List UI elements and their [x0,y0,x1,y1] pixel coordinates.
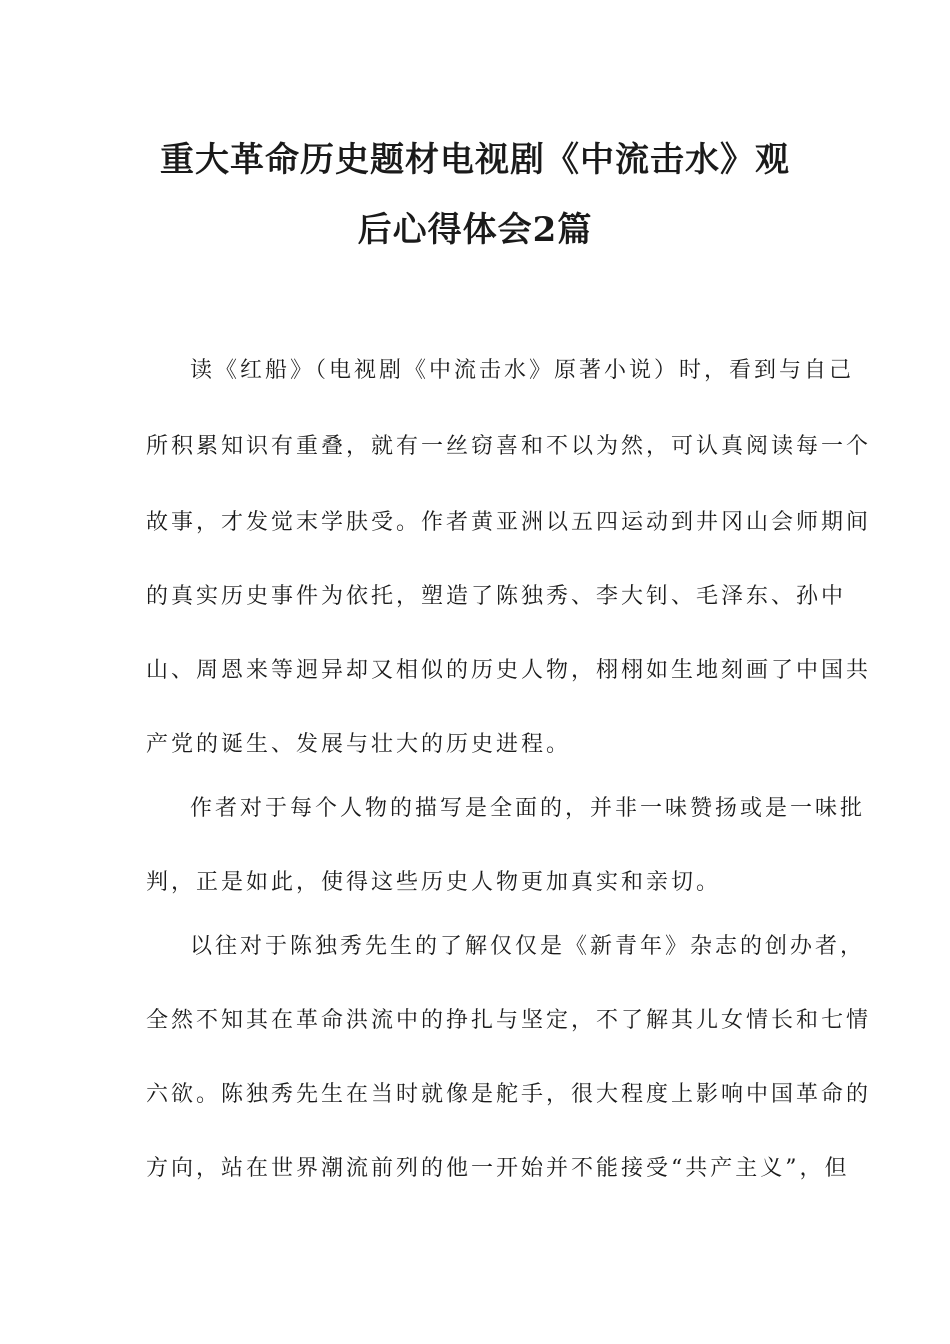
paragraph-3-line-1: 以往对于陈独秀先生的了解仅仅是《新青年》杂志的创办者， [190,934,866,959]
paragraph-1-line-3: 故事，才发觉末学肤受。作者黄亚洲以五四运动到井冈山会师期间 [146,510,872,535]
document-title-line-2: 后心得体会2篇 [357,210,593,250]
paragraph-1-line-4: 的真实历史事件为依托，塑造了陈独秀、李大钊、毛泽东、孙中 [146,584,847,609]
paragraph-2-line-2: 判，正是如此，使得这些历史人物更加真实和亲切。 [146,870,722,895]
paragraph-3-line-4: 方向，站在世界潮流前列的他一开始并不能接受“共产主义”，但 [146,1156,850,1181]
paragraph-1-line-5: 山、周恩来等迥异却又相似的历史人物，栩栩如生地刻画了中国共 [146,658,872,683]
paragraph-2-line-1: 作者对于每个人物的描写是全面的，并非一味赞扬或是一味批 [190,796,866,821]
paragraph-1-line-6: 产党的诞生、发展与壮大的历史进程。 [146,732,572,757]
paragraph-3-line-3: 六欲。陈独秀先生在当时就像是舵手，很大程度上影响中国革命的 [146,1082,872,1107]
paragraph-3-line-2: 全然不知其在革命洪流中的挣扎与坚定，不了解其儿女情长和七情 [146,1008,872,1033]
document-title-line-1: 重大革命历史题材电视剧《中流击水》观 [160,140,790,180]
paragraph-1-line-2: 所积累知识有重叠，就有一丝窃喜和不以为然，可认真阅读每一个 [146,434,872,459]
paragraph-1-line-1: 读《红船》（电视剧《中流击水》原著小说）时，看到与自己 [190,358,855,383]
